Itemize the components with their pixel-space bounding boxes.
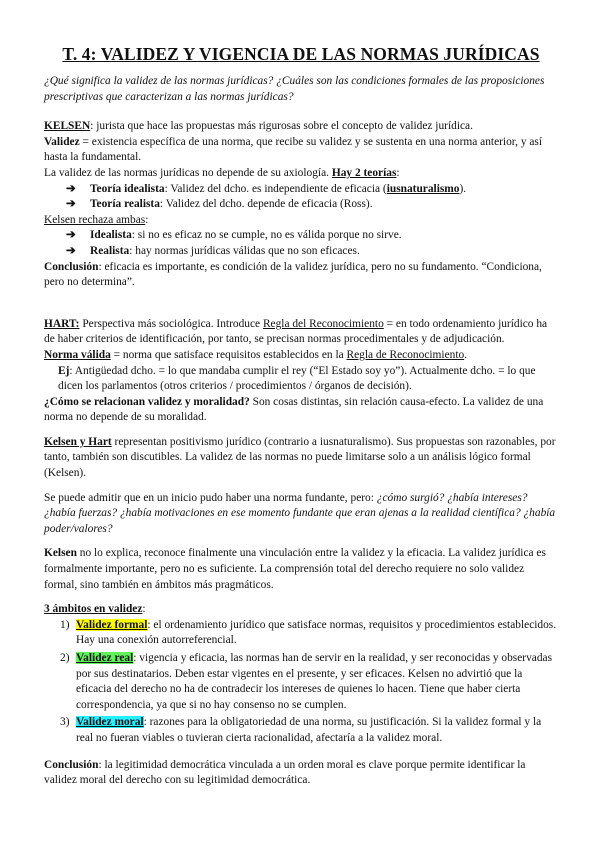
axiologia-line: La validez de las normas jurídicas no depende de su axiología. Hay 2 teorías:	[44, 166, 400, 179]
arrow-right-icon: ➔	[66, 182, 76, 195]
arrow-right-icon: ➔	[66, 229, 76, 242]
spacer	[44, 291, 558, 317]
spacer	[44, 537, 558, 546]
hart-definition: HART: Perspectiva más sociológica. Introduce Regla del Reconocimiento = en todo ordenamiento jurídico ha de haber criterios de identificación, por tanto, se precisan normas procedimentales y de adjudicación.	[44, 317, 548, 346]
list-item-validez-real: 2) Validez real: vigencia y eficacia, las normas han de servir en la realidad, y ser reconocidas y observadas por sus destinatarios. Deben estar vigentes en el presente, y ser eficaces. Kelsen no advirtió que la eficacia del derecho no ha de contradecir los intereses de quienes lo hacen. Tiene que haber cierta correspondencia, ya que si no hay consenso no se cumplen.	[60, 652, 553, 711]
list-item-teoria-realista: ➔ Teoría realista: Validez del dcho. depende de eficacia (Ross).	[44, 197, 558, 213]
hart-heading: HART:	[44, 317, 80, 330]
intro-questions: ¿Qué significa la validez de las normas jurídicas? ¿Cuáles son las condiciones formales de las proposiciones prescriptivas que caracterizan a las normas jurídicas?	[44, 75, 545, 103]
list-item-realista: ➔ Realista: hay normas jurídicas válidas que no son eficaces.	[44, 244, 558, 260]
list-item-validez-formal: 1) Validez formal: el ordenamiento jurídico que satisface normas, requisitos y procedimientos establecidos. Hay una conexión autorreferencial.	[60, 618, 557, 647]
kelsen-y-hart: Kelsen y Hart representan positivismo jurídico (contrario a iusnaturalismo). Sus propuestas son razonables, por tanto, también son discutibles. La validez de las normas no puede limitarse solo a un análisis lógico formal (Kelsen).	[44, 435, 556, 480]
list-item-teoria-idealista: ➔ Teoría idealista: Validez del dcho. es independiente de eficacia (iusnaturalismo).	[44, 182, 558, 198]
kelsen-definition: KELSEN: jurista que hace las propuestas más rigurosas sobre el concepto de validez jurídica.	[44, 120, 473, 133]
norma-fundante: Se puede admitir que en un inicio pudo haber una norma fundante, pero: ¿cómo surgió? ¿había intereses? ¿había fuerzas? ¿había motivaciones en ese momento fundante que eran ajenas a la realidad científica? ¿había poder/valores?	[44, 491, 556, 535]
spacer	[44, 749, 558, 758]
validez-definition: Validez = existencia específica de una norma, que recibe su validez y se sustenta en una norma anterior, y así hasta la fundamental.	[44, 135, 543, 164]
spacer	[44, 593, 558, 602]
spacer	[44, 482, 558, 491]
kelsen-heading: KELSEN	[44, 120, 91, 133]
page-title: T. 4: VALIDEZ Y VIGENCIA DE LAS NORMAS JURÍDICAS	[62, 44, 540, 64]
list-item-validez-moral: 3) Validez moral: razones para la obligatoriedad de una norma, su justificación. Si la validez formal y la real no fueran viables o tuvieran cierta racionalidad, afectaría a la validez moral.	[60, 716, 542, 744]
hart-section	[44, 317, 558, 426]
list-item-idealista: ➔ Idealista: si no es eficaz no se cumple, no es válida porque no sirve.	[44, 228, 558, 244]
arrow-right-icon: ➔	[66, 198, 76, 211]
kelsen-conclusion: Conclusión: eficacia es importante, es condición de la validez jurídica, pero no su fundamento. “Condiciona, pero no determina”.	[44, 260, 542, 289]
norma-valida: Norma válida = norma que satisface requisitos establecidos en la Regla de Reconocimiento.	[44, 348, 468, 361]
hart-example: Ej: Antigüedad dcho. = lo que mandaba cumplir el rey (“El Estado soy yo”). Actualmente dcho. = lo que dicen los parlamentos (otros criterios / procedimientos / órganos de decisión).	[58, 364, 536, 393]
final-conclusion: Conclusión: la legitimidad democrática vinculada a un orden moral es clave porque permite identificar la validez moral del derecho con su legitimidad democrática.	[44, 758, 526, 787]
arrow-right-icon: ➔	[66, 244, 76, 257]
validez-moralidad: ¿Cómo se relacionan validez y moralidad? Son cosas distintas, sin relación causa-efecto. La validez de una norma no depende de su moralidad.	[44, 395, 544, 424]
ambitos-heading: 3 ámbitos en validez:	[44, 603, 146, 616]
kelsen-rechaza: Kelsen rechaza ambas:	[44, 213, 149, 226]
ambitos-section	[44, 602, 558, 746]
kelsen-vinculacion: Kelsen no lo explica, reconoce finalmente una vinculación entre la validez y la eficacia. La validez jurídica es formalmente importante, pero no es suficiente. La comprensión total del derecho requiere no solo validez formal, sino también en ámbitos más pragmáticos.	[44, 547, 546, 591]
spacer	[44, 426, 558, 435]
kelsen-section	[44, 119, 558, 291]
